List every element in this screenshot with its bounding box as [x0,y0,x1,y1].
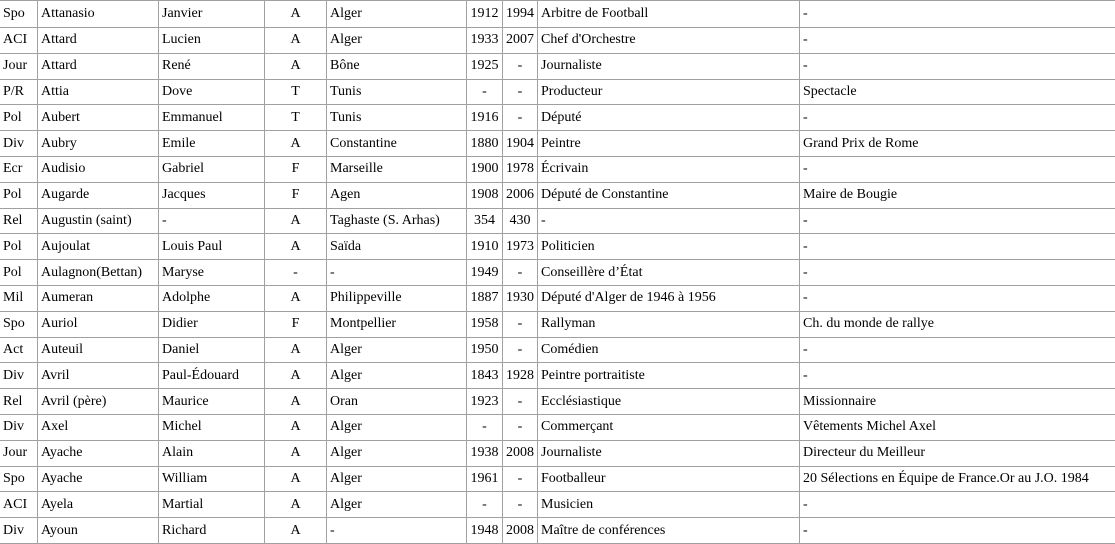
category-cell: Pol [0,234,38,260]
table-row [0,466,1115,492]
surname-cell: Ayache [38,440,159,466]
profession-cell: Ecclésiastique [538,389,800,415]
origin-code-cell: A [265,363,327,389]
category-cell: ACI [0,28,38,54]
surname-cell: Attanasio [38,1,159,28]
origin-code-cell: A [265,492,327,518]
remark-cell: - [800,1,1115,28]
death-year-cell: 2008 [503,440,538,466]
profession-cell: - [538,208,800,234]
birth-year-cell: 1880 [467,131,503,157]
firstname-cell: Richard [159,518,265,544]
firstname-cell: René [159,53,265,79]
firstname-cell: Dove [159,79,265,105]
remark-cell: - [800,518,1115,544]
profession-cell: Député [538,105,800,131]
profession-cell: Footballeur [538,466,800,492]
surname-cell: Audisio [38,156,159,182]
surname-cell: Aumeran [38,285,159,311]
category-cell: Pol [0,182,38,208]
birth-year-cell: 354 [467,208,503,234]
birthplace-cell: Alger [327,363,467,389]
birth-year-cell: 1923 [467,389,503,415]
category-cell: Div [0,363,38,389]
remark-cell: Spectacle [800,79,1115,105]
table-row [0,156,1115,182]
birthplace-cell: Alger [327,466,467,492]
table-row [0,208,1115,234]
profession-cell: Maître de conférences [538,518,800,544]
firstname-cell: Didier [159,311,265,337]
birth-year-cell: 1948 [467,518,503,544]
remark-cell: 20 Sélections en Équipe de France.Or au J.O. 1984 [800,466,1115,492]
profession-cell: Journaliste [538,53,800,79]
death-year-cell: - [503,389,538,415]
profession-cell: Commerçant [538,414,800,440]
death-year-cell: - [503,79,538,105]
profession-cell: Peintre portraitiste [538,363,800,389]
profession-cell: Conseillère d’État [538,260,800,286]
surname-cell: Attard [38,28,159,54]
surname-cell: Attia [38,79,159,105]
death-year-cell: 1978 [503,156,538,182]
origin-code-cell: A [265,28,327,54]
birthplace-cell: Philippeville [327,285,467,311]
birthplace-cell: Taghaste (S. Arhas) [327,208,467,234]
birthplace-cell: Alger [327,1,467,28]
firstname-cell: Martial [159,492,265,518]
firstname-cell: Emile [159,131,265,157]
table-body [0,1,1115,544]
surname-cell: Aubert [38,105,159,131]
firstname-cell: Lucien [159,28,265,54]
death-year-cell: - [503,337,538,363]
category-cell: ACI [0,492,38,518]
table-row [0,234,1115,260]
birthplace-cell: - [327,518,467,544]
death-year-cell: - [503,492,538,518]
firstname-cell: Michel [159,414,265,440]
surname-cell: Avril (père) [38,389,159,415]
death-year-cell: 1928 [503,363,538,389]
birth-year-cell: 1916 [467,105,503,131]
category-cell: Spo [0,1,38,28]
profession-cell: Journaliste [538,440,800,466]
table-row [0,260,1115,286]
profession-cell: Peintre [538,131,800,157]
birthplace-cell: Marseille [327,156,467,182]
table-row [0,53,1115,79]
table-row [0,337,1115,363]
profession-cell: Écrivain [538,156,800,182]
category-cell: Div [0,518,38,544]
origin-code-cell: A [265,234,327,260]
category-cell: Jour [0,53,38,79]
profession-cell: Politicien [538,234,800,260]
firstname-cell: Adolphe [159,285,265,311]
birthplace-cell: Saïda [327,234,467,260]
table-row [0,311,1115,337]
table-row [0,414,1115,440]
firstname-cell: Gabriel [159,156,265,182]
origin-code-cell: A [265,389,327,415]
profession-cell: Arbitre de Football [538,1,800,28]
birthplace-cell: Agen [327,182,467,208]
category-cell: Pol [0,260,38,286]
death-year-cell: 1994 [503,1,538,28]
table-row [0,131,1115,157]
remark-cell: - [800,337,1115,363]
death-year-cell: 2006 [503,182,538,208]
remark-cell: - [800,492,1115,518]
profession-cell: Comédien [538,337,800,363]
surname-cell: Auriol [38,311,159,337]
origin-code-cell: A [265,1,327,28]
surname-cell: Aubry [38,131,159,157]
origin-code-cell: A [265,440,327,466]
table-row [0,518,1115,544]
firstname-cell: - [159,208,265,234]
death-year-cell: 1904 [503,131,538,157]
birth-year-cell: 1843 [467,363,503,389]
category-cell: Ecr [0,156,38,182]
death-year-cell: - [503,53,538,79]
origin-code-cell: A [265,208,327,234]
birth-year-cell: 1950 [467,337,503,363]
birth-year-cell: - [467,79,503,105]
birth-year-cell: 1958 [467,311,503,337]
firstname-cell: Maryse [159,260,265,286]
birth-year-cell: - [467,414,503,440]
category-cell: Rel [0,208,38,234]
table-row [0,182,1115,208]
surname-cell: Axel [38,414,159,440]
remark-cell: Directeur du Meilleur [800,440,1115,466]
death-year-cell: 2008 [503,518,538,544]
category-cell: Rel [0,389,38,415]
firstname-cell: Daniel [159,337,265,363]
category-cell: Jour [0,440,38,466]
remark-cell: - [800,363,1115,389]
birth-year-cell: 1900 [467,156,503,182]
origin-code-cell: F [265,311,327,337]
profession-cell: Chef d'Orchestre [538,28,800,54]
category-cell: Spo [0,466,38,492]
table-row [0,285,1115,311]
birth-year-cell: 1933 [467,28,503,54]
death-year-cell: - [503,311,538,337]
birthplace-cell: Alger [327,440,467,466]
table-row [0,1,1115,28]
origin-code-cell: - [265,260,327,286]
firstname-cell: Emmanuel [159,105,265,131]
birthplace-cell: Alger [327,337,467,363]
firstname-cell: Paul-Édouard [159,363,265,389]
profession-cell: Député de Constantine [538,182,800,208]
category-cell: Div [0,414,38,440]
category-cell: P/R [0,79,38,105]
remark-cell: - [800,260,1115,286]
remark-cell: Grand Prix de Rome [800,131,1115,157]
death-year-cell: - [503,414,538,440]
table-row [0,79,1115,105]
origin-code-cell: A [265,131,327,157]
origin-code-cell: A [265,414,327,440]
remark-cell: - [800,156,1115,182]
birth-year-cell: 1925 [467,53,503,79]
category-cell: Pol [0,105,38,131]
origin-code-cell: A [265,337,327,363]
surname-cell: Attard [38,53,159,79]
table-row [0,363,1115,389]
surname-cell: Aulagnon(Bettan) [38,260,159,286]
birthplace-cell: Constantine [327,131,467,157]
remark-cell: Maire de Bougie [800,182,1115,208]
birth-year-cell: 1908 [467,182,503,208]
surname-cell: Augarde [38,182,159,208]
table-row [0,105,1115,131]
remark-cell: - [800,285,1115,311]
origin-code-cell: A [265,53,327,79]
birth-year-cell: 1887 [467,285,503,311]
firstname-cell: Alain [159,440,265,466]
death-year-cell: - [503,466,538,492]
table-row [0,28,1115,54]
surname-cell: Aujoulat [38,234,159,260]
remark-cell: - [800,105,1115,131]
birth-year-cell: 1910 [467,234,503,260]
origin-code-cell: A [265,285,327,311]
birthplace-cell: - [327,260,467,286]
birthplace-cell: Alger [327,492,467,518]
birthplace-cell: Alger [327,414,467,440]
profession-cell: Député d'Alger de 1946 à 1956 [538,285,800,311]
remark-cell: - [800,28,1115,54]
table-row [0,440,1115,466]
table-row [0,492,1115,518]
death-year-cell: 1973 [503,234,538,260]
category-cell: Spo [0,311,38,337]
birth-year-cell: 1961 [467,466,503,492]
profession-cell: Producteur [538,79,800,105]
surname-cell: Ayela [38,492,159,518]
birth-year-cell: 1949 [467,260,503,286]
birthplace-cell: Oran [327,389,467,415]
firstname-cell: William [159,466,265,492]
surname-cell: Ayache [38,466,159,492]
birthplace-cell: Tunis [327,105,467,131]
surname-cell: Avril [38,363,159,389]
surname-cell: Ayoun [38,518,159,544]
origin-code-cell: A [265,518,327,544]
origin-code-cell: T [265,105,327,131]
birth-year-cell: - [467,492,503,518]
death-year-cell: - [503,105,538,131]
profession-cell: Rallyman [538,311,800,337]
birthplace-cell: Alger [327,28,467,54]
firstname-cell: Jacques [159,182,265,208]
category-cell: Div [0,131,38,157]
death-year-cell: 430 [503,208,538,234]
birthplace-cell: Tunis [327,79,467,105]
remark-cell: Vêtements Michel Axel [800,414,1115,440]
category-cell: Mil [0,285,38,311]
remark-cell: Missionnaire [800,389,1115,415]
firstname-cell: Louis Paul [159,234,265,260]
firstname-cell: Janvier [159,1,265,28]
remark-cell: Ch. du monde de rallye [800,311,1115,337]
origin-code-cell: F [265,182,327,208]
birth-year-cell: 1938 [467,440,503,466]
origin-code-cell: A [265,466,327,492]
surname-cell: Augustin (saint) [38,208,159,234]
death-year-cell: 1930 [503,285,538,311]
category-cell: Act [0,337,38,363]
birthplace-cell: Bône [327,53,467,79]
remark-cell: - [800,53,1115,79]
birth-year-cell: 1912 [467,1,503,28]
birthplace-cell: Montpellier [327,311,467,337]
death-year-cell: - [503,260,538,286]
table-row [0,389,1115,415]
firstname-cell: Maurice [159,389,265,415]
origin-code-cell: T [265,79,327,105]
origin-code-cell: F [265,156,327,182]
death-year-cell: 2007 [503,28,538,54]
profession-cell: Musicien [538,492,800,518]
remark-cell: - [800,234,1115,260]
surname-cell: Auteuil [38,337,159,363]
remark-cell: - [800,208,1115,234]
